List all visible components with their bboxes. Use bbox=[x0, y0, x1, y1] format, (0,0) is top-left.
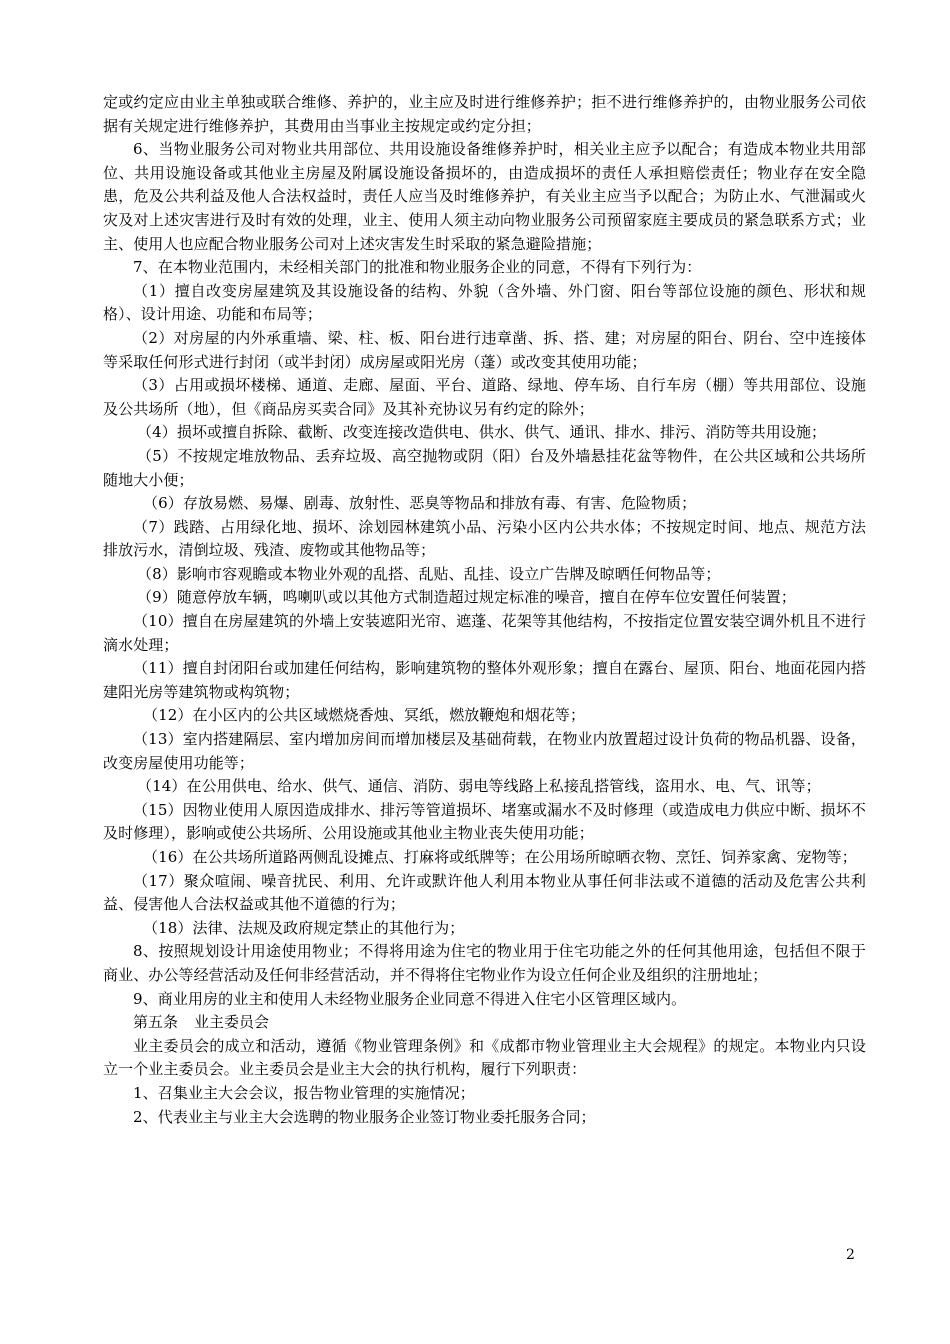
sub-item-11: （11）擅自封闭阳台或加建任何结构，影响建筑物的整体外观形象；擅自在露台、屋顶、阳台、地面花园内搭建阳光房等建筑物或构筑物； bbox=[103, 659, 866, 701]
sub-item-2: （2）对房屋的内外承重墙、梁、柱、板、阳台进行违章凿、拆、搭、建；对房屋的阳台、阴台、空中连接体等采取任何形式进行封闭（或半封闭）成房屋或阳光房（蓬）或改变其使用功能； bbox=[103, 328, 866, 371]
section-number: 第五条 bbox=[133, 1013, 179, 1032]
section-heading bbox=[103, 1011, 866, 1035]
sub-item-4: （4）损坏或擅自拆除、截断、改变连接改造供电、供水、供气、通讯、排水、排污、消防等共用设施； bbox=[137, 423, 827, 442]
document-body bbox=[103, 91, 866, 1129]
paragraph-item-9: 9、商业用房的业主和使用人未经物业服务企业同意不得进入住宅小区管理区域内。 bbox=[133, 989, 687, 1008]
sub-item-10: （10）擅自在房屋建筑的外墙上安装遮阳光帘、遮蓬、花架等其他结构，不按指定位置安装空调外机且不进行滴水处理； bbox=[103, 612, 866, 654]
sub-item-16: （16）在公共场所道路两侧乱设摊点、打麻将或纸牌等；在公用场所晾晒衣物、烹饪、饲养家禽、宠物等； bbox=[143, 848, 857, 866]
sub-item-3: （3）占用或损坏楼梯、通道、走廊、屋面、平台、道路、绿地、停车场、自行车房（棚）等共用部位、设施及公共场所（地），但《商品房买卖合同》及其补充协议另有约定的除外； bbox=[103, 376, 866, 418]
sub-item-13: （13）室内搭建隔层、室内增加房间而增加楼层及基础荷载，在物业内放置超过设计负荷的物品机器、设备，改变房屋使用功能等； bbox=[103, 730, 866, 772]
paragraph-item-8: 8、按照规划设计用途使用物业；不得将用途为住宅的物业用于住宅功能之外的任何其他用途，包括但不限于商业、办公等经营活动及任何非经营活动，并不得将住宅物业作为设立任何企业及组织的注册地址； bbox=[103, 942, 866, 984]
sub-item-1: （1）擅自改变房屋建筑及其设施设备的结构、外貌（含外墙、外门窗、阳台等部位设施的颜色、形状和规格）、设计用途、功能和布局等； bbox=[103, 281, 866, 324]
section-intro-paragraph: 业主委员会的成立和活动，遵循《物业管理条例》和《成都市物业管理业主大会规程》的规定。本物业内只设立一个业主委员会。业主委员会是业主大会的执行机构，履行下列职责： bbox=[103, 1036, 866, 1079]
paragraph-item-7: 7、在本物业范围内，未经相关部门的批准和物业服务企业的同意，不得有下列行为： bbox=[133, 258, 702, 277]
sub-item-12: （12）在小区内的公共区域燃烧香烛、冥纸，燃放鞭炮和烟花等； bbox=[143, 706, 586, 725]
sub-item-5: （5）不按规定堆放物品、丢弃垃圾、高空抛物或阴（阳）台及外墙悬挂花盆等物件，在公共区域和公共场所随地大小便； bbox=[103, 446, 866, 489]
sub-item-14: （14）在公用供电、给水、供气、通信、消防、弱电等线路上私接乱搭管线，盗用水、电、气、讯等； bbox=[137, 777, 821, 796]
sub-item-6: （6）存放易燃、易爆、剧毒、放射性、恶臭等物品和排放有毒、有害、危险物质； bbox=[143, 494, 697, 513]
sub-item-18: （18）法律、法规及政府规定禁止的其他行为； bbox=[143, 918, 465, 937]
section-title: 业主委员会 bbox=[194, 1013, 270, 1032]
sub-item-17: （17）聚众喧闹、噪音扰民、利用、允许或默许他人利用本物业从事任何非法或不道德的活动及危害公共利益、侵害他人合法权益或其他不道德的行为； bbox=[103, 871, 866, 914]
sub-item-7: （7）践踏、占用绿化地、损坏、涂划园林建筑小品、污染小区内公共水体；不按规定时间、地点、规范方法排放污水，清倒垃圾、残渣、废物或其他物品等； bbox=[103, 517, 866, 560]
duty-item-1: 1、召集业主大会会议，报告物业管理的实施情况； bbox=[133, 1083, 475, 1102]
duty-item-2: 2、代表业主与业主大会选聘的物业服务企业签订物业委托服务合同； bbox=[133, 1107, 596, 1126]
page-number: 2 bbox=[846, 1247, 855, 1263]
sub-item-9: （9）随意停放车辆，鸣喇叭或以其他方式制造超过规定标准的噪音，擅自在停车位安置任何装置； bbox=[137, 588, 796, 607]
sub-item-15: （15）因物业使用人原因造成排水、排污等管道损坏、堵塞或漏水不及时修理（或造成电力供应中断、损坏不及时修理），影响或使公共场所、公用设施或其他业主物业丧失使用功能； bbox=[103, 800, 866, 843]
paragraph-continuation: 定或约定应由业主单独或联合维修、养护的，业主应及时进行维修养护；拒不进行维修养护的，由物业服务公司依据有关规定进行维修养护，其费用由当事业主按规定或约定分担； bbox=[103, 93, 866, 135]
sub-item-8: （8）影响市容观瞻或本物业外观的乱搭、乱贴、乱挂、设立广告牌及晾晒任何物品等； bbox=[137, 564, 721, 583]
paragraph-item-6: 6、当物业服务公司对物业共用部位、共用设施设备维修养护时，相关业主应予以配合；有造成本物业共用部位、共用设施设备或其他业主房屋及附属设施设备损坏的，由造成损坏的责任人承担赔偿责任；物业存在安全隐患，危及公共利益及他人合法权益时，责任人应当及时维修养护，有关业主应当予以配合；为防止水、气泄漏或火灾及对上述灾害进行及时有效的处理，业主、使用人须主动向物业服务公司预留家庭主要成员的紧急联系方式；业主、使用人也应配合物业服务公司对上述灾害发生时采取的紧急避险措施； bbox=[103, 140, 866, 253]
